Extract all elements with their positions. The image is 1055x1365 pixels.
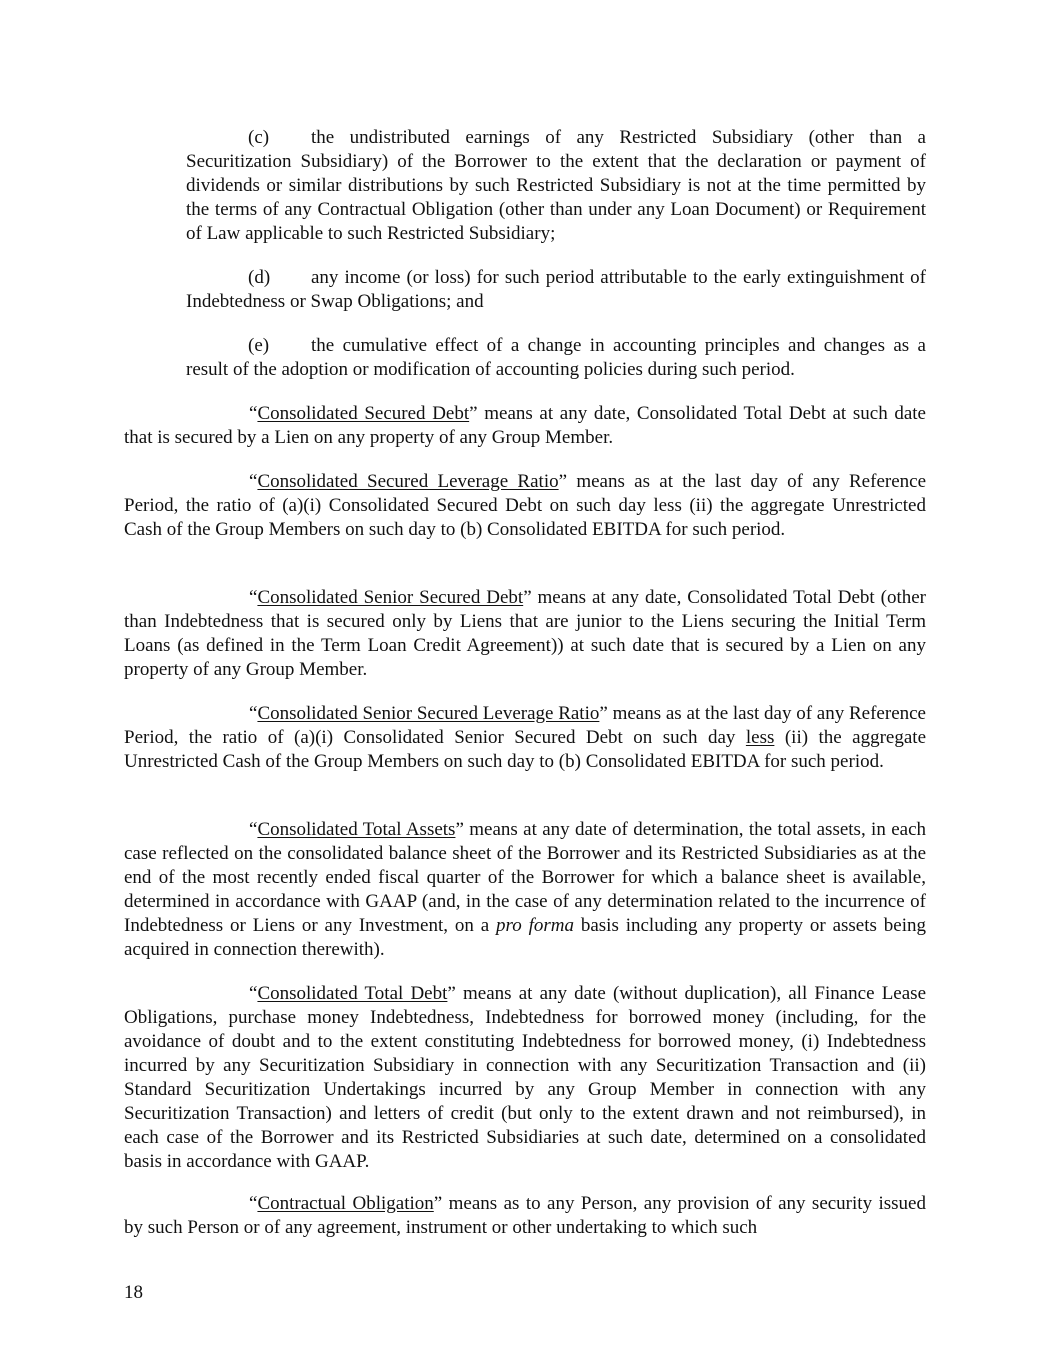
definition-body: ” means as at the last day of any Reference Period, the ratio of (a)(i) Consolidated Senior Secured Debt on such day xyxy=(124,703,926,748)
sub-item-marker: (c) xyxy=(248,127,270,148)
italic-pro-forma: pro forma xyxy=(496,915,574,936)
definition-body-continued: (ii) the aggregate Unrestricted Cash of the Group Members on such day to (b) Consolidated EBITDA for such period. xyxy=(124,727,926,772)
open-quote: “ xyxy=(249,1193,258,1214)
open-quote: “ xyxy=(249,587,258,608)
definition-body: ” means as at the last day of any Reference Period, the ratio of (a)(i) Consolidated Secured Debt on such day less (ii) the aggregate Unrestricted Cash of the Group Members on such day to (b) Consolidated EBITDA for such period. xyxy=(124,471,927,540)
open-quote: “ xyxy=(249,819,258,840)
definition-body: ” means at any date, Consolidated Total Debt at such date that is secured by a Lien on any property of any Group Member. xyxy=(124,403,926,448)
open-quote: “ xyxy=(249,403,258,424)
defined-term: Consolidated Senior Secured Debt xyxy=(257,587,524,608)
underlined-word-less: less xyxy=(745,727,775,748)
sub-item-e xyxy=(186,334,926,382)
open-quote: “ xyxy=(249,471,258,492)
open-quote: “ xyxy=(249,983,258,1004)
defined-term: Contractual Obligation xyxy=(257,1193,434,1214)
sub-item-marker: (d) xyxy=(248,267,271,288)
sub-item-text: the undistributed earnings of any Restricted Subsidiary (other than a Securitization Subsidiary) of the Borrower to the extent that the declaration or payment of dividends or similar distributions by such Restricted Subsidiary is not at the time permitted by the terms of any Contractual Obligation (other than under any Loan Document) or Requirement of Law applicable to such Restricted Subsidiary; xyxy=(186,127,926,244)
definition-consolidated-secured-leverage-ratio xyxy=(124,470,926,542)
defined-term: Consolidated Senior Secured Leverage Ratio xyxy=(257,703,600,724)
open-quote: “ xyxy=(249,703,258,724)
definition-consolidated-total-debt xyxy=(124,982,926,1174)
defined-term: Consolidated Total Debt xyxy=(257,983,448,1004)
definition-consolidated-secured-debt xyxy=(124,402,926,450)
sub-item-marker: (e) xyxy=(248,335,270,356)
defined-term: Consolidated Secured Debt xyxy=(257,403,470,424)
defined-term: Consolidated Secured Leverage Ratio xyxy=(257,471,559,492)
sub-item-d xyxy=(186,266,926,314)
definition-consolidated-senior-secured-leverage-ratio xyxy=(124,702,926,774)
definition-body: ” means at any date, Consolidated Total Debt (other than Indebtedness that is secured only by Liens that are junior to the Liens securing the Initial Term Loans (as defined in the Term Loan Credit Agreement)) at such date that is secured by a Lien on any property of any Group Member. xyxy=(124,587,926,680)
defined-term: Consolidated Total Assets xyxy=(257,819,456,840)
sub-item-text: the cumulative effect of a change in accounting principles and changes as a result of the adoption or modification of accounting policies during such period. xyxy=(186,335,926,380)
definition-body: ” means as to any Person, any provision of any security issued by such Person or of any agreement, instrument or other undertaking to which such xyxy=(124,1193,926,1238)
sub-item-text: any income (or loss) for such period attributable to the early extinguishment of Indebtedness or Swap Obligations; and xyxy=(186,267,926,312)
sub-item-c xyxy=(186,126,926,246)
definition-consolidated-total-assets xyxy=(124,818,926,962)
page-number: 18 xyxy=(124,1282,143,1303)
definition-consolidated-senior-secured-debt xyxy=(124,586,926,682)
definition-contractual-obligation xyxy=(124,1192,926,1240)
definition-body-continued: basis including any property or assets being acquired in connection therewith). xyxy=(124,915,926,960)
definition-body: ” means at any date (without duplication), all Finance Lease Obligations, purchase money Indebtedness, Indebtedness for borrowed money (including, for the avoidance of doubt and to the extent constituting Indebtedness for borrowed money, (i) Indebtedness incurred by any Securitization Subsidiary in connection with any Securitization Transaction and (ii) Standard Securitization Undertakings incurred by any Group Member in connection with any Securitization Transaction) and letters of credit (but only to the extent drawn and not reimbursed), in each case of the Borrower and its Restricted Subsidiaries at such date, determined on a consolidated basis in accordance with GAAP. xyxy=(124,983,927,1172)
definition-body: ” means at any date of determination, the total assets, in each case reflected on the consolidated balance sheet of the Borrower and its Restricted Subsidiaries as at the end of the most recently ended fiscal quarter of the Borrower for which a balance sheet is available, determined in accordance with GAAP (and, in the case of any determination related to the incurrence of Indebtedness or Liens or any Investment, on a xyxy=(124,819,927,936)
